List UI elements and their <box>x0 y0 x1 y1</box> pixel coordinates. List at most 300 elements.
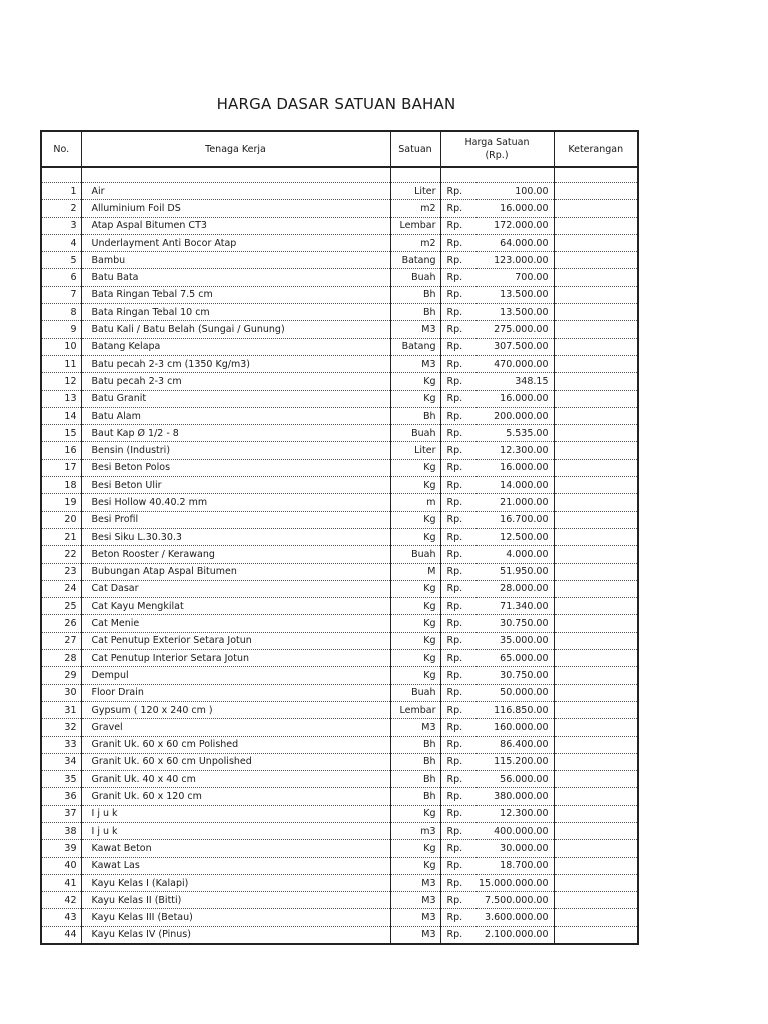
row-no: 34 <box>41 753 81 770</box>
header-row <box>41 131 638 167</box>
row-no: 13 <box>41 390 81 407</box>
row-no: 36 <box>41 788 81 805</box>
row-price: 100.00 <box>476 183 554 200</box>
spacer-cell <box>41 167 81 183</box>
row-keterangan <box>554 511 638 528</box>
row-price: 56.000.00 <box>476 771 554 788</box>
row-currency: Rp. <box>440 407 476 424</box>
table-row <box>41 442 638 459</box>
table-row <box>41 857 638 874</box>
row-description: Floor Drain <box>81 684 390 701</box>
row-unit: Liter <box>390 183 440 200</box>
row-price: 28.000.00 <box>476 580 554 597</box>
row-keterangan <box>554 494 638 511</box>
row-price: 21.000.00 <box>476 494 554 511</box>
row-price: 65.000.00 <box>476 650 554 667</box>
row-unit: Kg <box>390 650 440 667</box>
row-unit: Bh <box>390 304 440 321</box>
row-unit: Kg <box>390 459 440 476</box>
row-currency: Rp. <box>440 234 476 251</box>
row-description: Granit Uk. 60 x 60 cm Unpolished <box>81 753 390 770</box>
row-price: 30.750.00 <box>476 615 554 632</box>
header-satuan: Satuan <box>390 131 440 167</box>
table-row <box>41 200 638 217</box>
row-description: Batang Kelapa <box>81 338 390 355</box>
spacer-cell <box>81 167 390 183</box>
row-no: 28 <box>41 650 81 667</box>
row-no: 21 <box>41 528 81 545</box>
row-no: 1 <box>41 183 81 200</box>
table-row <box>41 425 638 442</box>
row-price: 400.000.00 <box>476 822 554 839</box>
row-description: Batu Bata <box>81 269 390 286</box>
row-unit: Kg <box>390 390 440 407</box>
row-keterangan <box>554 528 638 545</box>
row-currency: Rp. <box>440 736 476 753</box>
spacer-cell <box>390 167 440 183</box>
table-row <box>41 684 638 701</box>
row-keterangan <box>554 269 638 286</box>
row-no: 23 <box>41 563 81 580</box>
table-row <box>41 598 638 615</box>
row-price: 275.000.00 <box>476 321 554 338</box>
table-row <box>41 788 638 805</box>
table-row <box>41 822 638 839</box>
row-keterangan <box>554 892 638 909</box>
row-currency: Rp. <box>440 304 476 321</box>
row-keterangan <box>554 477 638 494</box>
table-row <box>41 321 638 338</box>
row-no: 3 <box>41 217 81 234</box>
row-currency: Rp. <box>440 892 476 909</box>
row-currency: Rp. <box>440 442 476 459</box>
row-description: I j u k <box>81 822 390 839</box>
row-currency: Rp. <box>440 684 476 701</box>
row-currency: Rp. <box>440 546 476 563</box>
row-no: 7 <box>41 286 81 303</box>
row-no: 30 <box>41 684 81 701</box>
row-keterangan <box>554 563 638 580</box>
row-description: Batu pecah 2-3 cm (1350 Kg/m3) <box>81 355 390 372</box>
row-unit: Kg <box>390 667 440 684</box>
row-no: 8 <box>41 304 81 321</box>
table-row <box>41 563 638 580</box>
row-no: 2 <box>41 200 81 217</box>
row-currency: Rp. <box>440 598 476 615</box>
row-keterangan <box>554 304 638 321</box>
row-no: 11 <box>41 355 81 372</box>
row-price: 71.340.00 <box>476 598 554 615</box>
table-row <box>41 494 638 511</box>
row-description: Kawat Beton <box>81 840 390 857</box>
row-currency: Rp. <box>440 511 476 528</box>
row-keterangan <box>554 667 638 684</box>
row-keterangan <box>554 217 638 234</box>
row-no: 27 <box>41 632 81 649</box>
row-keterangan <box>554 771 638 788</box>
table-row <box>41 459 638 476</box>
row-currency: Rp. <box>440 390 476 407</box>
row-price: 16.000.00 <box>476 390 554 407</box>
row-keterangan <box>554 805 638 822</box>
row-keterangan <box>554 822 638 839</box>
row-no: 38 <box>41 822 81 839</box>
row-no: 42 <box>41 892 81 909</box>
row-keterangan <box>554 650 638 667</box>
row-no: 16 <box>41 442 81 459</box>
row-currency: Rp. <box>440 840 476 857</box>
row-unit: m <box>390 494 440 511</box>
row-price: 160.000.00 <box>476 719 554 736</box>
row-currency: Rp. <box>440 805 476 822</box>
row-no: 14 <box>41 407 81 424</box>
row-no: 35 <box>41 771 81 788</box>
row-currency: Rp. <box>440 200 476 217</box>
row-unit: Bh <box>390 407 440 424</box>
row-description: Cat Penutup Exterior Setara Jotun <box>81 632 390 649</box>
row-price: 13.500.00 <box>476 304 554 321</box>
row-unit: Batang <box>390 252 440 269</box>
table-row <box>41 874 638 891</box>
row-keterangan <box>554 788 638 805</box>
row-unit: Liter <box>390 442 440 459</box>
row-keterangan <box>554 355 638 372</box>
table-row <box>41 615 638 632</box>
row-unit: m2 <box>390 234 440 251</box>
row-price: 13.500.00 <box>476 286 554 303</box>
row-currency: Rp. <box>440 615 476 632</box>
row-keterangan <box>554 286 638 303</box>
row-currency: Rp. <box>440 632 476 649</box>
row-currency: Rp. <box>440 425 476 442</box>
row-description: Batu Granit <box>81 390 390 407</box>
table-row <box>41 719 638 736</box>
row-currency: Rp. <box>440 217 476 234</box>
table-row <box>41 407 638 424</box>
row-description: Gypsum ( 120 x 240 cm ) <box>81 701 390 718</box>
row-no: 44 <box>41 926 81 944</box>
row-unit: M <box>390 563 440 580</box>
row-currency: Rp. <box>440 269 476 286</box>
row-unit: Kg <box>390 840 440 857</box>
row-no: 6 <box>41 269 81 286</box>
row-description: Kayu Kelas III (Betau) <box>81 909 390 926</box>
row-unit: Kg <box>390 477 440 494</box>
row-unit: M3 <box>390 321 440 338</box>
row-no: 40 <box>41 857 81 874</box>
table-row <box>41 338 638 355</box>
row-description: Granit Uk. 60 x 120 cm <box>81 788 390 805</box>
row-keterangan <box>554 425 638 442</box>
row-keterangan <box>554 200 638 217</box>
row-no: 31 <box>41 701 81 718</box>
row-price: 35.000.00 <box>476 632 554 649</box>
row-currency: Rp. <box>440 494 476 511</box>
row-description: Beton Rooster / Kerawang <box>81 546 390 563</box>
row-keterangan <box>554 321 638 338</box>
row-keterangan <box>554 407 638 424</box>
row-currency: Rp. <box>440 477 476 494</box>
table-row <box>41 286 638 303</box>
row-price: 15.000.000.00 <box>476 874 554 891</box>
row-keterangan <box>554 719 638 736</box>
table-row <box>41 736 638 753</box>
row-no: 43 <box>41 909 81 926</box>
row-no: 20 <box>41 511 81 528</box>
row-no: 5 <box>41 252 81 269</box>
row-description: Atap Aspal Bitumen CT3 <box>81 217 390 234</box>
row-description: Bubungan Atap Aspal Bitumen <box>81 563 390 580</box>
row-price: 348.15 <box>476 373 554 390</box>
header-uraian: Tenaga Kerja <box>81 131 390 167</box>
row-currency: Rp. <box>440 753 476 770</box>
row-unit: Kg <box>390 598 440 615</box>
row-no: 10 <box>41 338 81 355</box>
table-row <box>41 511 638 528</box>
header-no: No. <box>41 131 81 167</box>
row-keterangan <box>554 183 638 200</box>
row-keterangan <box>554 252 638 269</box>
row-currency: Rp. <box>440 701 476 718</box>
row-description: Bambu <box>81 252 390 269</box>
table-row <box>41 580 638 597</box>
row-unit: Kg <box>390 805 440 822</box>
row-keterangan <box>554 373 638 390</box>
row-no: 17 <box>41 459 81 476</box>
table-row <box>41 650 638 667</box>
row-currency: Rp. <box>440 286 476 303</box>
row-unit: Bh <box>390 736 440 753</box>
row-currency: Rp. <box>440 874 476 891</box>
row-currency: Rp. <box>440 788 476 805</box>
row-description: Cat Menie <box>81 615 390 632</box>
row-price: 470.000.00 <box>476 355 554 372</box>
row-description: Batu pecah 2-3 cm <box>81 373 390 390</box>
spacer-row <box>41 167 638 183</box>
row-currency: Rp. <box>440 926 476 944</box>
row-price: 16.000.00 <box>476 459 554 476</box>
row-unit: M3 <box>390 926 440 944</box>
row-no: 33 <box>41 736 81 753</box>
row-currency: Rp. <box>440 528 476 545</box>
row-description: Batu Kali / Batu Belah (Sungai / Gunung) <box>81 321 390 338</box>
spacer-cell <box>554 167 638 183</box>
row-unit: Bh <box>390 788 440 805</box>
row-price: 172.000.00 <box>476 217 554 234</box>
table-row <box>41 217 638 234</box>
row-description: Alluminium Foil DS <box>81 200 390 217</box>
row-keterangan <box>554 857 638 874</box>
row-unit: M3 <box>390 355 440 372</box>
row-keterangan <box>554 580 638 597</box>
table-row <box>41 771 638 788</box>
row-description: I j u k <box>81 805 390 822</box>
row-description: Granit Uk. 60 x 60 cm Polished <box>81 736 390 753</box>
row-price: 4.000.00 <box>476 546 554 563</box>
row-description: Granit Uk. 40 x 40 cm <box>81 771 390 788</box>
row-unit: m2 <box>390 200 440 217</box>
row-unit: Bh <box>390 771 440 788</box>
row-no: 12 <box>41 373 81 390</box>
row-price: 14.000.00 <box>476 477 554 494</box>
row-price: 12.300.00 <box>476 442 554 459</box>
row-currency: Rp. <box>440 857 476 874</box>
header-keterangan: Keterangan <box>554 131 638 167</box>
header-harga-line1: Harga Satuan <box>464 137 530 148</box>
row-description: Besi Hollow 40.40.2 mm <box>81 494 390 511</box>
row-no: 29 <box>41 667 81 684</box>
row-unit: M3 <box>390 719 440 736</box>
row-description: Cat Kayu Mengkilat <box>81 598 390 615</box>
row-unit: M3 <box>390 892 440 909</box>
row-description: Besi Siku L.30.30.3 <box>81 528 390 545</box>
row-keterangan <box>554 632 638 649</box>
row-keterangan <box>554 338 638 355</box>
row-keterangan <box>554 701 638 718</box>
row-no: 37 <box>41 805 81 822</box>
row-keterangan <box>554 442 638 459</box>
row-description: Dempul <box>81 667 390 684</box>
row-currency: Rp. <box>440 459 476 476</box>
table-row <box>41 252 638 269</box>
table-row <box>41 632 638 649</box>
row-keterangan <box>554 736 638 753</box>
row-no: 18 <box>41 477 81 494</box>
row-keterangan <box>554 909 638 926</box>
row-unit: Buah <box>390 269 440 286</box>
row-no: 32 <box>41 719 81 736</box>
row-no: 26 <box>41 615 81 632</box>
row-currency: Rp. <box>440 771 476 788</box>
row-currency: Rp. <box>440 719 476 736</box>
row-price: 200.000.00 <box>476 407 554 424</box>
row-description: Bata Ringan Tebal 7.5 cm <box>81 286 390 303</box>
row-description: Besi Beton Polos <box>81 459 390 476</box>
row-unit: Kg <box>390 373 440 390</box>
row-price: 115.200.00 <box>476 753 554 770</box>
table-row <box>41 546 638 563</box>
table-row <box>41 840 638 857</box>
row-description: Underlayment Anti Bocor Atap <box>81 234 390 251</box>
row-description: Besi Beton Ulir <box>81 477 390 494</box>
row-description: Gravel <box>81 719 390 736</box>
row-currency: Rp. <box>440 563 476 580</box>
row-unit: Kg <box>390 632 440 649</box>
row-price: 16.700.00 <box>476 511 554 528</box>
row-keterangan <box>554 753 638 770</box>
row-price: 64.000.00 <box>476 234 554 251</box>
table-row <box>41 909 638 926</box>
row-unit: Bh <box>390 286 440 303</box>
table-row <box>41 183 638 200</box>
table-row <box>41 269 638 286</box>
row-currency: Rp. <box>440 338 476 355</box>
row-unit: Kg <box>390 857 440 874</box>
row-no: 39 <box>41 840 81 857</box>
row-no: 4 <box>41 234 81 251</box>
row-currency: Rp. <box>440 667 476 684</box>
table-row <box>41 390 638 407</box>
row-price: 3.600.000.00 <box>476 909 554 926</box>
row-unit: Buah <box>390 684 440 701</box>
row-keterangan <box>554 459 638 476</box>
row-keterangan <box>554 234 638 251</box>
table-row <box>41 667 638 684</box>
row-price: 12.300.00 <box>476 805 554 822</box>
row-keterangan <box>554 546 638 563</box>
row-unit: Buah <box>390 546 440 563</box>
row-unit: Lembar <box>390 701 440 718</box>
row-keterangan <box>554 874 638 891</box>
row-currency: Rp. <box>440 822 476 839</box>
row-no: 25 <box>41 598 81 615</box>
row-description: Cat Penutup Interior Setara Jotun <box>81 650 390 667</box>
row-keterangan <box>554 615 638 632</box>
row-currency: Rp. <box>440 321 476 338</box>
row-description: Air <box>81 183 390 200</box>
row-unit: Buah <box>390 425 440 442</box>
row-unit: M3 <box>390 874 440 891</box>
row-no: 15 <box>41 425 81 442</box>
table-row <box>41 892 638 909</box>
row-price: 380.000.00 <box>476 788 554 805</box>
table-row <box>41 805 638 822</box>
row-currency: Rp. <box>440 183 476 200</box>
row-keterangan <box>554 926 638 944</box>
row-price: 5.535.00 <box>476 425 554 442</box>
row-unit: Kg <box>390 528 440 545</box>
row-currency: Rp. <box>440 252 476 269</box>
table-row <box>41 701 638 718</box>
row-price: 700.00 <box>476 269 554 286</box>
row-keterangan <box>554 684 638 701</box>
row-description: Cat Dasar <box>81 580 390 597</box>
row-price: 16.000.00 <box>476 200 554 217</box>
table-row <box>41 373 638 390</box>
row-no: 41 <box>41 874 81 891</box>
table-row <box>41 528 638 545</box>
table-row <box>41 304 638 321</box>
row-currency: Rp. <box>440 909 476 926</box>
table-row <box>41 753 638 770</box>
row-unit: Bh <box>390 753 440 770</box>
table-row <box>41 926 638 944</box>
row-unit: M3 <box>390 909 440 926</box>
row-price: 86.400.00 <box>476 736 554 753</box>
header-harga <box>440 131 554 167</box>
spacer-cell <box>440 167 476 183</box>
row-price: 123.000.00 <box>476 252 554 269</box>
row-price: 51.950.00 <box>476 563 554 580</box>
page-title: HARGA DASAR SATUAN BAHAN <box>216 95 456 113</box>
row-no: 19 <box>41 494 81 511</box>
row-description: Kayu Kelas II (Bitti) <box>81 892 390 909</box>
row-keterangan <box>554 390 638 407</box>
row-currency: Rp. <box>440 580 476 597</box>
row-price: 7.500.000.00 <box>476 892 554 909</box>
row-price: 30.000.00 <box>476 840 554 857</box>
row-unit: Batang <box>390 338 440 355</box>
row-no: 9 <box>41 321 81 338</box>
row-unit: m3 <box>390 822 440 839</box>
table-row <box>41 477 638 494</box>
row-no: 22 <box>41 546 81 563</box>
spacer-cell <box>476 167 554 183</box>
row-price: 30.750.00 <box>476 667 554 684</box>
table-row <box>41 234 638 251</box>
row-unit: Kg <box>390 580 440 597</box>
row-no: 24 <box>41 580 81 597</box>
